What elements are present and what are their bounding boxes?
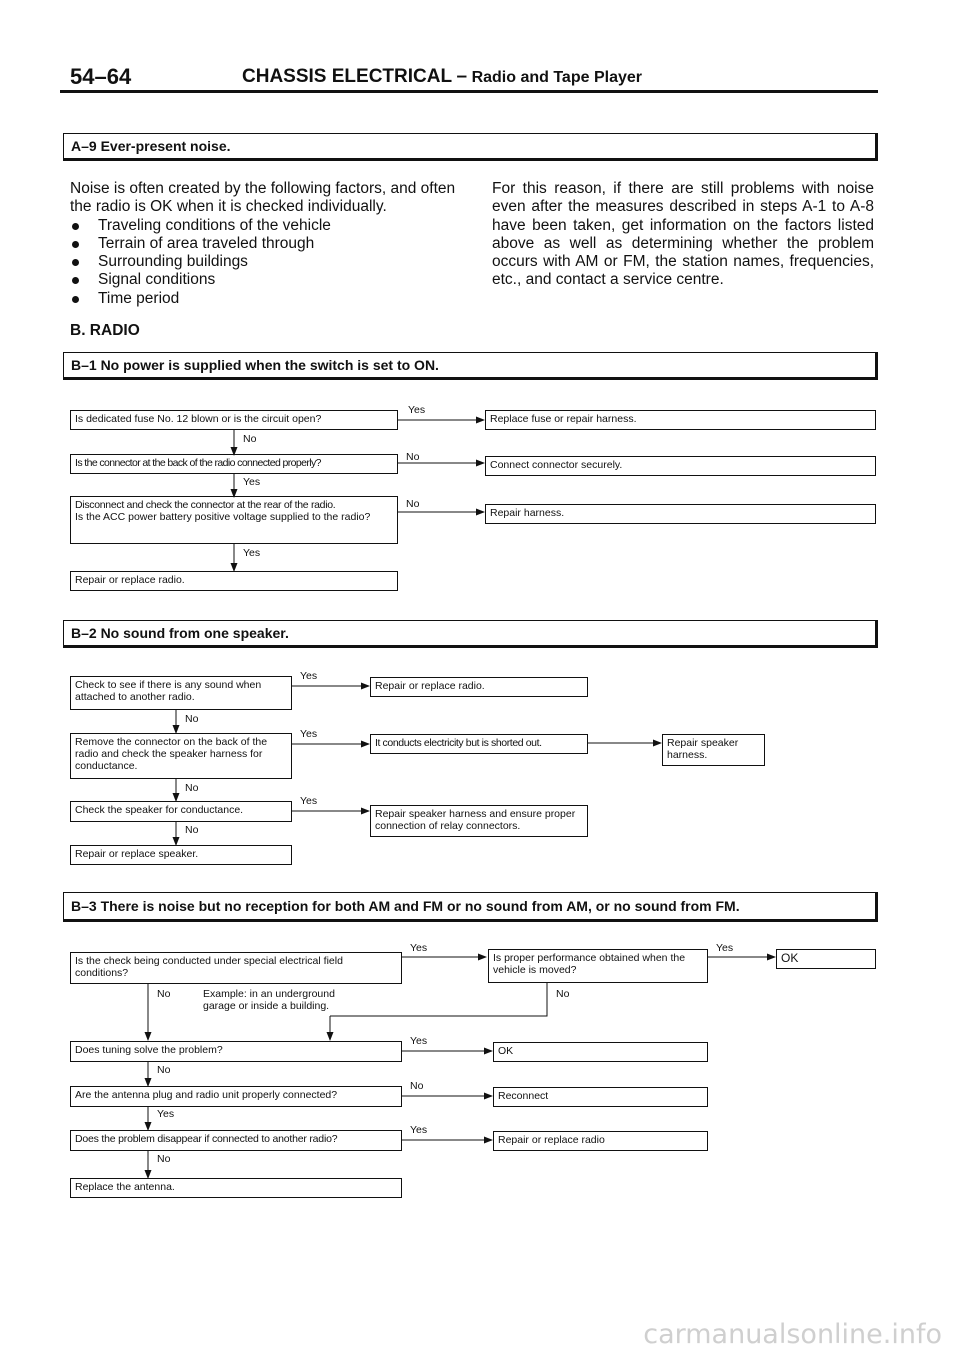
b3-yes-label-1b: Yes — [716, 942, 734, 954]
b3-no-label-3: No — [410, 1080, 424, 1092]
b1-q3-line1: Disconnect and check the connector at the rear of the radio. — [75, 499, 336, 511]
header-dash: – — [456, 66, 468, 87]
b3-title-box: B–3 There is noise but no reception for both AM and FM or no sound from AM, or no sound from FM. — [63, 892, 878, 922]
b3-question-vehicle-moved: Is proper performance obtained when the vehicle is moved? — [488, 949, 708, 983]
b3-yes-label-2: Yes — [410, 1035, 428, 1047]
b3-yes-label-3: Yes — [157, 1108, 175, 1120]
b3-example-note: Example: in an underground garage or inside a building. — [203, 988, 335, 1012]
b2-yes-label-2: Yes — [300, 728, 318, 740]
b1-yes-label-3: Yes — [243, 547, 261, 559]
b2-question-speaker-conductance: Check the speaker for conductance. — [70, 801, 292, 822]
section-b-title: B. RADIO — [70, 322, 140, 339]
b1-q3-line2: Is the ACC power battery positive voltage supplied to the radio? — [75, 511, 371, 523]
b2-action-replace-radio: Repair or replace radio. — [370, 677, 588, 697]
b1-final-replace-radio: Repair or replace radio. — [70, 571, 398, 591]
b1-action-replace-fuse: Replace fuse or repair harness. — [485, 410, 876, 430]
b3-yes-label-1: Yes — [410, 942, 428, 954]
b3-question-antenna-plug: Are the antenna plug and radio unit properly connected? — [70, 1086, 402, 1107]
a9-title-box: A–9 Ever-present noise. — [63, 133, 878, 161]
b2-no-label-2: No — [185, 782, 199, 794]
watermark-text: carmanualsonline.info — [643, 1319, 942, 1350]
b2-action-repair-relay: Repair speaker harness and ensure proper connection of relay connectors. — [370, 805, 588, 837]
b3-result-ok-1: OK — [776, 949, 876, 969]
a9-factor: Terrain of area traveled through — [70, 235, 460, 253]
a9-right-text: For this reason, if there are still problems with noise even after the measures described in steps A-1 to A-8 have been taken, get information on the factors listed above as well as determining whether the problem occurs with AM or FM, the station names, frequencies, etc., and contact a service centre. — [492, 180, 874, 289]
a9-factor: Traveling conditions of the vehicle — [70, 217, 460, 235]
b1-yes-label-2: Yes — [243, 476, 261, 488]
a9-left-text — [70, 180, 460, 308]
a9-factor: Signal conditions — [70, 271, 460, 289]
b2-action-repair-speaker-harness: Repair speaker harness. — [662, 734, 765, 766]
b3-action-reconnect: Reconnect — [493, 1087, 708, 1107]
b1-title-box: B–1 No power is supplied when the switch is set to ON. — [63, 352, 878, 380]
b3-yes-label-4: Yes — [410, 1124, 428, 1136]
b1-no-label-1: No — [243, 433, 257, 445]
b2-no-label-3: No — [185, 824, 199, 836]
b3-result-ok-2: OK — [493, 1042, 708, 1062]
a9-intro: Noise is often created by the following factors, and often the radio is OK when it is checked individually. — [70, 180, 456, 216]
b3-no-label-2: No — [157, 1064, 171, 1076]
page-header-title — [242, 66, 642, 88]
b2-title-box: B–2 No sound from one speaker. — [63, 620, 878, 648]
b3-action-replace-radio: Repair or replace radio — [493, 1131, 708, 1151]
b1-action-connect: Connect connector securely. — [485, 456, 876, 476]
b2-result-shorted: It conducts electricity but is shorted out. — [370, 734, 588, 754]
b1-action-repair-harness: Repair harness. — [485, 504, 876, 524]
b1-no-label-2: No — [406, 451, 420, 463]
b3-question-another-radio: Does the problem disappear if connected to another radio? — [70, 1130, 402, 1151]
a9-factor: Surrounding buildings — [70, 253, 460, 271]
b3-no-label-1: No — [157, 988, 171, 1000]
b2-final-replace-speaker: Repair or replace speaker. — [70, 845, 292, 865]
b3-no-label-1b: No — [556, 988, 570, 1000]
b1-question-connector: Is the connector at the back of the radio connected properly? — [70, 454, 398, 474]
b1-question-fuse: Is dedicated fuse No. 12 blown or is the circuit open? — [70, 410, 398, 430]
b3-question-electrical-field: Is the check being conducted under special electrical field conditions? — [70, 952, 402, 984]
b3-no-label-4: No — [157, 1153, 171, 1165]
b1-yes-label-1: Yes — [408, 404, 426, 416]
chapter-title: CHASSIS ELECTRICAL — [242, 66, 453, 87]
page-number: 54–64 — [70, 64, 132, 89]
b2-yes-label-1: Yes — [300, 670, 318, 682]
b1-no-label-3: No — [406, 498, 420, 510]
a9-factor: Time period — [70, 290, 460, 308]
b2-question-harness-conductance: Remove the connector on the back of the radio and check the speaker harness for conductance. — [70, 733, 292, 779]
header-rule — [60, 90, 878, 93]
b1-question-acc-power — [70, 496, 398, 544]
b2-yes-label-3: Yes — [300, 795, 318, 807]
b3-question-tuning: Does tuning solve the problem? — [70, 1041, 402, 1062]
header-subtitle: Radio and Tape Player — [471, 69, 642, 86]
b2-no-label-1: No — [185, 713, 199, 725]
b2-question-other-radio: Check to see if there is any sound when attached to another radio. — [70, 676, 292, 710]
a9-factor-list — [70, 217, 460, 308]
b3-final-replace-antenna: Replace the antenna. — [70, 1178, 402, 1198]
